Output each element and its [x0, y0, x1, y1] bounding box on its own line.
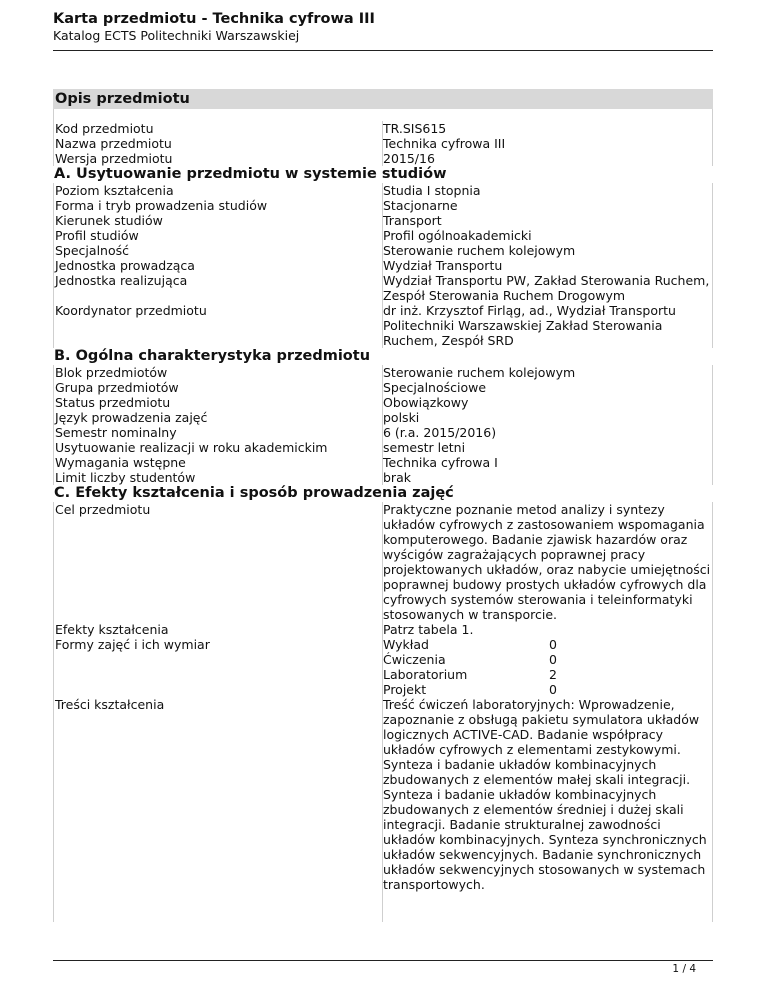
field-label: Kod przedmiotu [53, 121, 382, 136]
field-label: Język prowadzenia zajęć [53, 410, 382, 425]
field-value: Technika cyfrowa III [382, 136, 713, 151]
field-label: Jednostka prowadząca [53, 258, 382, 273]
table-row [53, 365, 713, 380]
empty-cell [382, 892, 713, 922]
table-row [53, 183, 713, 198]
course-card [53, 89, 713, 922]
field-label: Cel przedmiotu [53, 502, 382, 622]
table-row [53, 440, 713, 455]
table-row [53, 637, 713, 697]
field-value: Wydział Transportu [382, 258, 713, 273]
field-label: Status przedmiotu [53, 395, 382, 410]
table-row [53, 425, 713, 440]
field-value: Wydział Transportu PW, Zakład Sterowania Ruchem, Zespół Sterowania Ruchem Drogowym [382, 273, 713, 303]
field-label: Blok przedmiotów [53, 365, 382, 380]
field-label: Koordynator przedmiotu [53, 303, 382, 348]
table-row [53, 121, 713, 136]
field-value: Studia I stopnia [382, 183, 713, 198]
field-value: Patrz tabela 1. [382, 622, 713, 637]
field-label: Kierunek studiów [53, 213, 382, 228]
field-label: Jednostka realizująca [53, 273, 382, 303]
form-name: Ćwiczenia [383, 652, 446, 667]
form-hours: 0 [549, 637, 557, 652]
field-label: Specjalność [53, 243, 382, 258]
empty-cell [53, 892, 382, 922]
table-row [53, 228, 713, 243]
field-value: polski [382, 410, 713, 425]
table-row [53, 502, 713, 622]
table-row [53, 258, 713, 273]
table-row [53, 243, 713, 258]
table-row [53, 470, 713, 485]
table-row [53, 151, 713, 166]
section-heading-a: A. Usytuowanie przedmiotu w systemie studiów [54, 166, 447, 182]
field-value: Transport [382, 213, 713, 228]
field-label: Grupa przedmiotów [53, 380, 382, 395]
field-label: Forma i tryb prowadzenia studiów [53, 198, 382, 213]
section-heading-b: B. Ogólna charakterystyka przedmiotu [54, 348, 371, 364]
field-value: 6 (r.a. 2015/2016) [382, 425, 713, 440]
form-hours: 0 [549, 682, 557, 697]
list-item [383, 652, 589, 667]
page-number: 1 / 4 [672, 963, 696, 975]
field-value: Sterowanie ruchem kolejowym [382, 243, 713, 258]
field-label: Wymagania wstępne [53, 455, 382, 470]
field-value: Stacjonarne [382, 198, 713, 213]
table-row [53, 410, 713, 425]
table-row [53, 395, 713, 410]
field-label: Limit liczby studentów [53, 470, 382, 485]
form-hours: 0 [549, 652, 557, 667]
field-label: Profil studiów [53, 228, 382, 243]
table-row [53, 892, 713, 922]
table-row [53, 136, 713, 151]
forms-table [383, 637, 589, 697]
table-row [53, 697, 713, 892]
form-name: Projekt [383, 682, 427, 697]
field-label: Efekty kształcenia [53, 622, 382, 637]
field-value: semestr letni [382, 440, 713, 455]
list-item [383, 637, 589, 652]
field-value: Obowiązkowy [382, 395, 713, 410]
field-value: brak [382, 470, 713, 485]
form-hours: 2 [549, 667, 557, 682]
table-row [53, 622, 713, 637]
field-label: Wersja przedmiotu [53, 151, 382, 166]
spacer [53, 109, 713, 121]
table-row [53, 380, 713, 395]
field-value: dr inż. Krzysztof Firląg, ad., Wydział Transportu Politechniki Warszawskiej Zakład Sterowania Ruchem, Zespół SRD [382, 303, 713, 348]
document-title: Karta przedmiotu - Technika cyfrowa III [53, 11, 375, 27]
table-row [53, 455, 713, 470]
table-row [53, 303, 713, 348]
field-value: Praktyczne poznanie metod analizy i syntezy układów cyfrowych z zastosowaniem wspomagania komputerowego. Badanie zjawisk hazardów oraz wyścigów zagrażających poprawnej pracy projektowanych układów, oraz nabycie umiejętności poprawnej budowy prostych układów cyfrowych dla cyfrowych systemów sterowania i teleinformatyki stosowanych w transporcie. [382, 502, 713, 622]
field-value: Treść ćwiczeń laboratoryjnych: Wprowadzenie, zapoznanie z obsługą pakietu symulatora układów logicznych ACTIVE-CAD. Badanie współpracy układów cyfrowych z elementami zestykowymi. Synteza i badanie układów kombinacyjnych zbudowanych z elementów małej skali integracji. Synteza i badanie układów kombinacyjnych zbudowanych z elementów średniej i dużej skali integracji. Badanie strukturalnej zawodności układów kombinacyjnych. Synteza synchronicznych układów sekwencyjnych. Badanie synchronicznych układów sekwencyjnych stosowanych w systemach transportowych. [382, 697, 713, 892]
field-label: Poziom kształcenia [53, 183, 382, 198]
list-item [383, 667, 589, 682]
list-item [383, 682, 589, 697]
field-value: TR.SIS615 [382, 121, 713, 136]
field-label: Treści kształcenia [53, 697, 382, 892]
table-row [53, 273, 713, 303]
section-heading-c: C. Efekty kształcenia i sposób prowadzenia zajęć [54, 485, 454, 501]
forms-of-classes [382, 637, 713, 697]
field-label: Nazwa przedmiotu [53, 136, 382, 151]
field-value: Profil ogólnoakademicki [382, 228, 713, 243]
form-name: Wykład [383, 637, 429, 652]
field-value: 2015/16 [382, 151, 713, 166]
header-divider [53, 50, 713, 51]
form-name: Laboratorium [383, 667, 468, 682]
field-label: Formy zajęć i ich wymiar [53, 637, 382, 697]
footer-divider [53, 960, 713, 961]
page-header [53, 10, 713, 44]
table-row [53, 198, 713, 213]
field-value: Specjalnościowe [382, 380, 713, 395]
field-label: Usytuowanie realizacji w roku akademickim [53, 440, 382, 455]
table-row [53, 213, 713, 228]
field-value: Technika cyfrowa I [382, 455, 713, 470]
field-value: Sterowanie ruchem kolejowym [382, 365, 713, 380]
document-subtitle: Katalog ECTS Politechniki Warszawskiej [53, 28, 300, 43]
section-heading-opis: Opis przedmiotu [53, 89, 713, 109]
field-label: Semestr nominalny [53, 425, 382, 440]
